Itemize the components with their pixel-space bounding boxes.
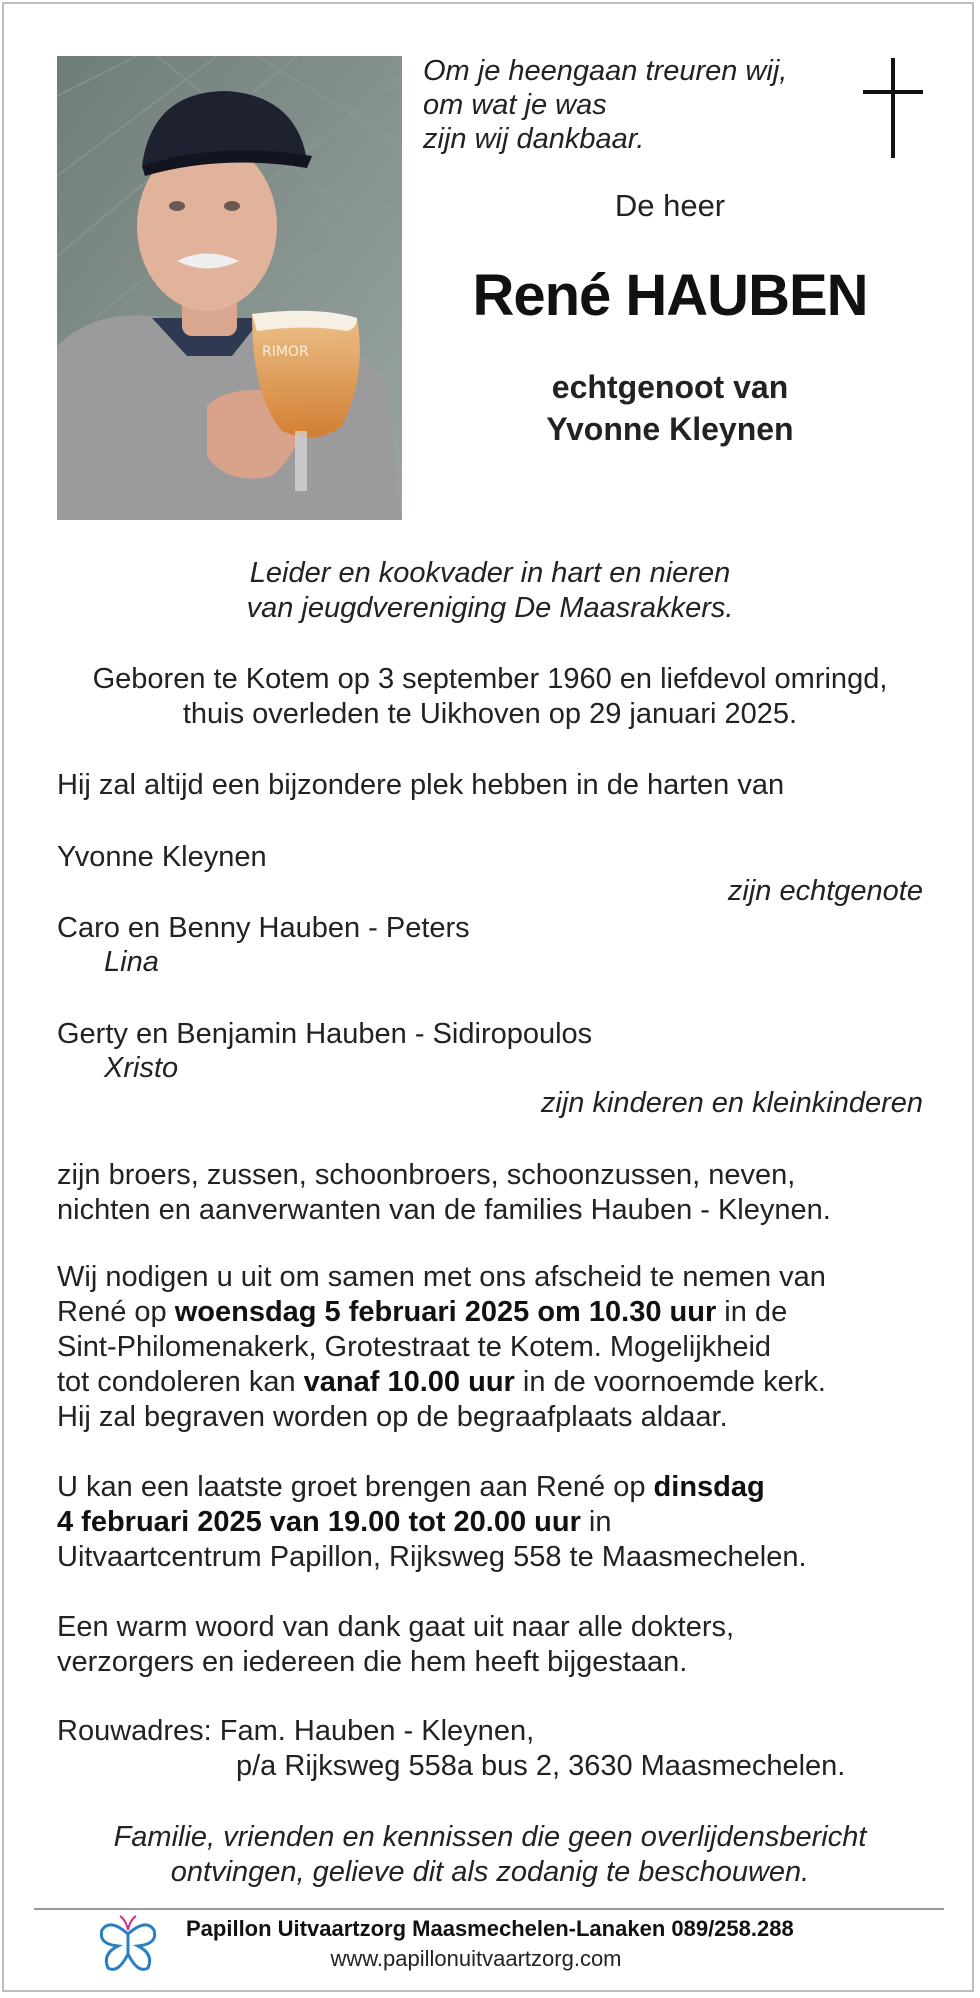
family-grandchild-2: Xristo (104, 1052, 179, 1084)
family-child-1: Caro en Benny Hauben - Peters (57, 912, 470, 944)
funeral-company: Papillon Uitvaartzorg Maasmechelen-Lanaken 089/258.288 (186, 1916, 794, 1941)
spouse-heading (430, 366, 910, 450)
portrait-photo (57, 56, 402, 520)
tribute-line: van jeugdvereniging De Maasrakkers. (246, 592, 734, 624)
death-line: thuis overleden te Uikhoven op 29 januari 2025. (182, 698, 798, 730)
family-grandchild-1: Lina (104, 946, 159, 978)
thanks-line: Een warm woord van dank gaat uit naar alle dokters, (57, 1611, 735, 1643)
ceremony-line: Hij zal begraven worden op de begraafplaats aldaar. (57, 1401, 728, 1433)
family-spouse-role: zijn echtgenote (727, 875, 923, 907)
butterfly-icon (96, 1914, 160, 1976)
thanks-line: verzorgers en iedereen die hem heeft bijgestaan. (57, 1646, 688, 1678)
condolence-time: vanaf 10.00 uur (303, 1366, 515, 1398)
tribute-line: Leider en kookvader in hart en nieren (249, 557, 731, 589)
viewing-line: Uitvaartcentrum Papillon, Rijksweg 558 te Maasmechelen. (57, 1541, 807, 1573)
quote-line: zijn wij dankbaar. (423, 123, 645, 155)
spouse-line: echtgenoot van (551, 369, 789, 405)
viewing-info (57, 1470, 927, 1575)
closing-note (57, 1820, 923, 1890)
svg-text:RIMOR: RIMOR (262, 344, 309, 360)
intro-text: Hij zal altijd een bijzondere plek hebben in de harten van (57, 769, 785, 801)
mourning-address-line2: p/a Rijksweg 558a bus 2, 3630 Maasmechelen. (236, 1750, 846, 1782)
cross-icon (863, 58, 923, 160)
funeral-website-link[interactable]: www.papillonuitvaartzorg.com (330, 1946, 622, 1971)
ceremony-info (57, 1260, 927, 1435)
ceremony-line: Sint-Philomenakerk, Grotestraat te Kotem. Mogelijkheid (57, 1331, 772, 1363)
family-child-2: Gerty en Benjamin Hauben - Sidiropoulos (57, 1018, 593, 1050)
quote-line: om wat je was (423, 89, 607, 121)
viewing-line: 4 februari 2025 van 19.00 tot 20.00 uur in (57, 1506, 612, 1538)
relatives-line: nichten en aanverwanten van de families Hauben - Kleynen. (57, 1194, 831, 1226)
tribute (57, 556, 923, 626)
closing-line: ontvingen, gelieve dit als zodanig te beschouwen. (170, 1856, 810, 1888)
honorific: De heer (614, 188, 726, 223)
viewing-datetime: 4 februari 2025 van 19.00 tot 20.00 uur (57, 1506, 581, 1538)
birth-death (57, 662, 923, 732)
thanks (57, 1610, 927, 1680)
relatives (57, 1158, 927, 1228)
relatives-line: zijn broers, zussen, schoonbroers, schoonzussen, neven, (57, 1159, 796, 1191)
birth-line: Geboren te Kotem op 3 september 1960 en liefdevol omringd, (92, 663, 888, 695)
ceremony-line: Wij nodigen u uit om samen met ons afscheid te nemen van (57, 1261, 826, 1293)
mourning-address: Rouwadres: Fam. Hauben - Kleynen, (57, 1715, 535, 1747)
deceased-name: René HAUBEN (472, 263, 868, 328)
ceremony-datetime: woensdag 5 februari 2025 om 10.30 uur (174, 1296, 717, 1328)
memorial-quote (423, 54, 823, 156)
family-spouse-name: Yvonne Kleynen (57, 841, 267, 873)
family-children-role: zijn kinderen en kleinkinderen (540, 1087, 923, 1119)
spouse-line: Yvonne Kleynen (546, 411, 794, 447)
quote-line: Om je heengaan treuren wij, (423, 55, 788, 87)
viewing-line: U kan een laatste groet brengen aan René op dinsdag (57, 1471, 765, 1503)
ceremony-line: René op woensdag 5 februari 2025 om 10.30 uur in de (57, 1296, 788, 1328)
footer-divider (34, 1908, 944, 1910)
ceremony-line: tot condoleren kan vanaf 10.00 uur in de voornoemde kerk. (57, 1366, 826, 1398)
closing-line: Familie, vrienden en kennissen die geen overlijdensbericht (113, 1821, 867, 1853)
